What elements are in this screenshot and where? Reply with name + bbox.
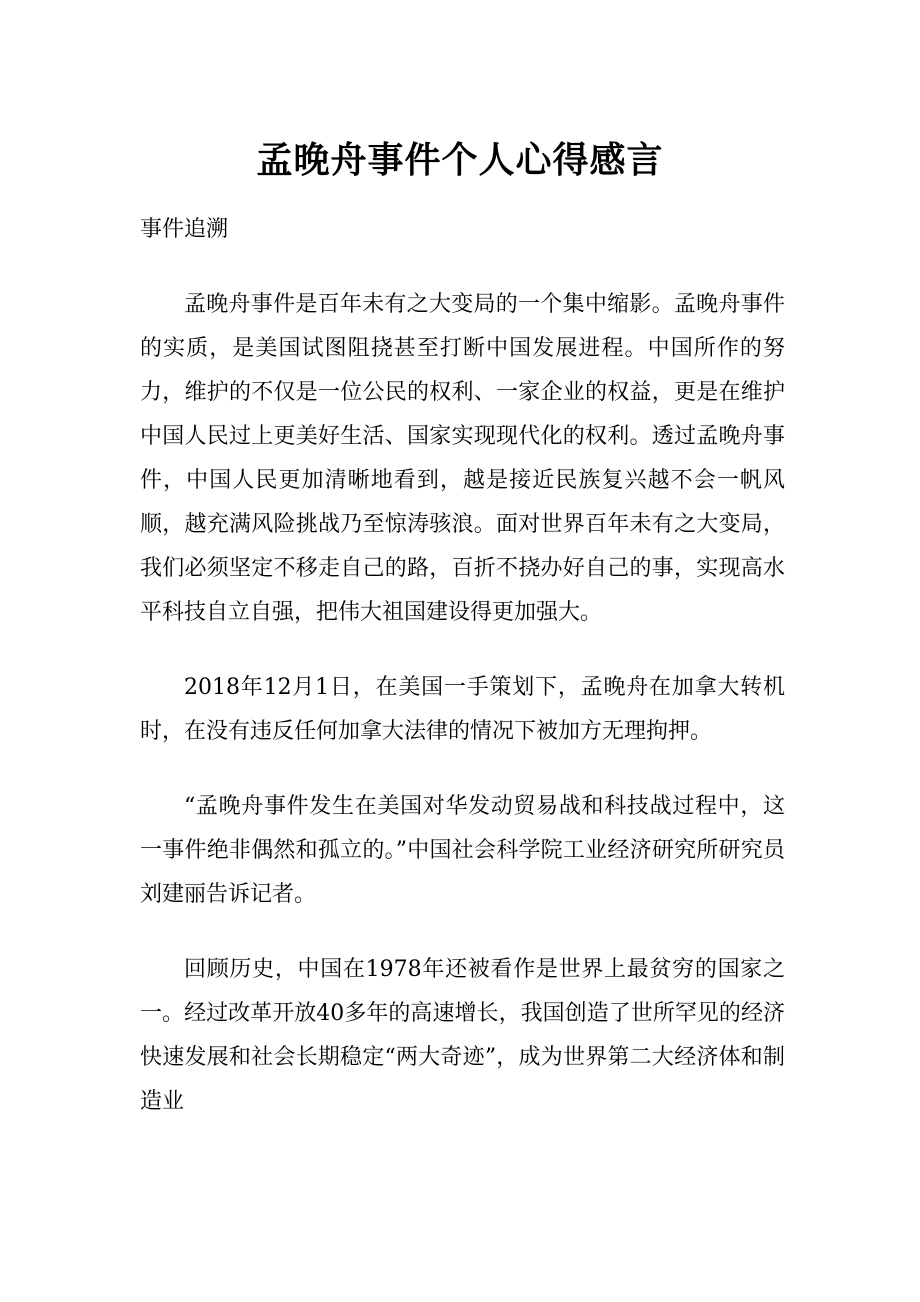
paragraph-1: 孟晚舟事件是百年未有之大变局的一个集中缩影。孟晚舟事件的实质，是美国试图阻挠甚至打断中国发展进程。中国所作的努力，维护的不仅是一位公民的权利、一家企业的权益，更是在维护中国人民过上更美好生活、国家实现现代化的权利。透过孟晚舟事件，中国人民更加清晰地看到，越是接近民族复兴越不会一帆风顺，越充满风险挑战乃至惊涛骇浪。面对世界百年未有之大变局，我们必须坚定不移走自己的路，百折不挠办好自己的事，实现高水平科技自立自强，把伟大祖国建设得更加强大。 [140, 292, 785, 625]
section-label: 事件追溯 [140, 217, 229, 242]
document-body [140, 208, 785, 1155]
paragraph-2: 2018年12月1日，在美国一手策划下，孟晚舟在加拿大转机时，在没有违反任何加拿大法律的情况下被加方无理拘押。 [140, 675, 785, 744]
paragraph-3: “孟晚舟事件发生在美国对华发动贸易战和科技战过程中，这一事件绝非偶然和孤立的。”中国社会科学院工业经济研究所研究员刘建丽告诉记者。 [140, 794, 785, 907]
paragraph-4: 回顾历史，中国在1978年还被看作是世界上最贫穷的国家之一。经过改革开放40多年的高速增长，我国创造了世所罕见的经济快速发展和社会长期稳定“两大奇迹”，成为世界第二大经济体和制造业 [140, 957, 785, 1114]
document-title: 孟晚舟事件个人心得感言 [256, 139, 664, 181]
